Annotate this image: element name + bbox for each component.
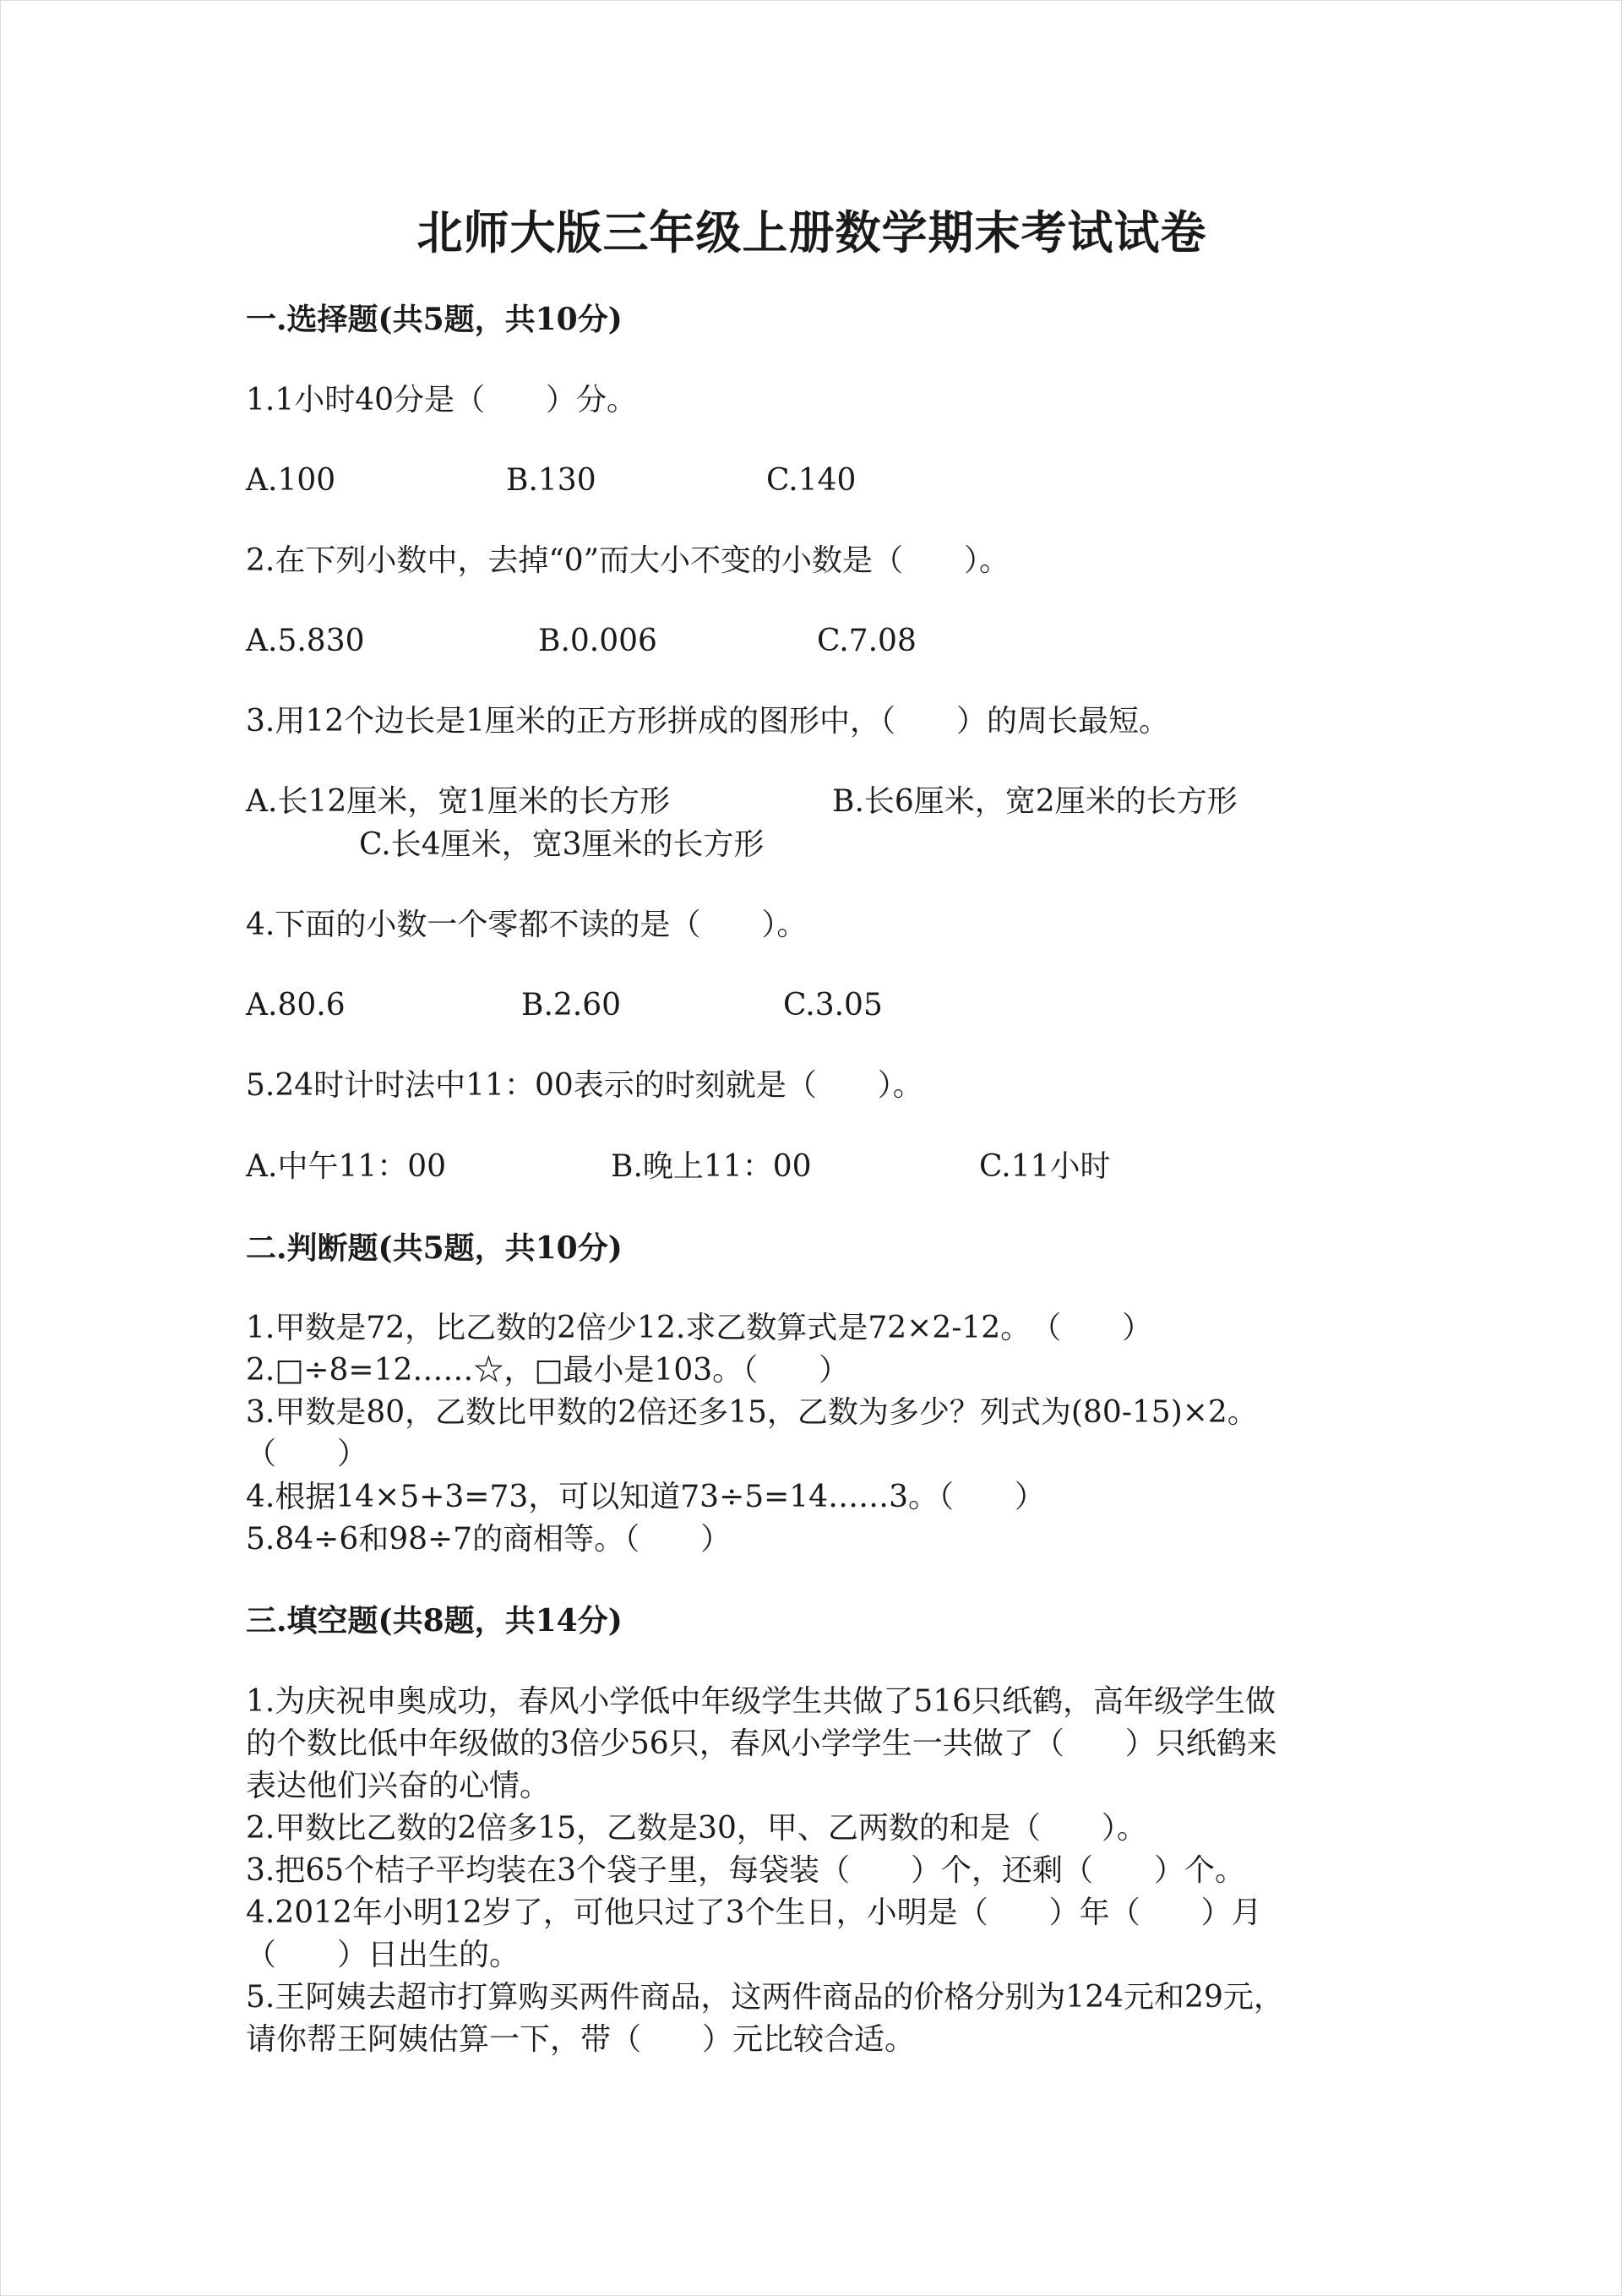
judgment-line: 2.□÷8=12……☆，□最小是103。（ ）	[246, 1353, 850, 1388]
question-text: 3.用12个边长是1厘米的正方形拼成的图形中，（ ）的周长最短。	[246, 704, 1170, 739]
section-title-choice: 一.选择题(共5题，共10分)	[246, 302, 623, 337]
option-a: A.80.6	[246, 988, 346, 1023]
fill-line: 请你帮王阿姨估算一下，带（ ）元比较合适。	[246, 2022, 916, 2057]
section-title-judgment: 二.判断题(共5题，共10分)	[246, 1230, 623, 1266]
option-b: B.0.006	[538, 624, 657, 658]
page-title: 北师大版三年级上册数学期末考试试卷	[416, 205, 1207, 259]
fill-line: 表达他们兴奋的心情。	[246, 1769, 551, 1803]
fill-line: 5.王阿姨去超市打算购买两件商品，这两件商品的价格分别为124元和29元，	[246, 1980, 1284, 2015]
judgment-line: 4.根据14×5+3=73，可以知道73÷5=14……3。（ ）	[246, 1480, 1046, 1514]
question-text: 2.在下列小数中，去掉“0”而大小不变的小数是（ ）。	[246, 543, 1010, 578]
question-text: 1.1小时40分是（ ）分。	[246, 383, 638, 417]
question-text: 5.24时计时法中11：00表示的时刻就是（ ）。	[246, 1068, 923, 1103]
fill-line: （ ）日出生的。	[246, 1938, 520, 1972]
option-a: A.中午11：00	[246, 1149, 447, 1184]
option-c: C.3.05	[783, 988, 883, 1023]
question-text: 4.下面的小数一个零都不读的是（ ）。	[246, 908, 808, 942]
option-a: A.100	[246, 463, 336, 498]
option-c: C.11小时	[979, 1149, 1111, 1184]
fill-line: 4.2012年小明12岁了，可他只过了3个生日，小明是（ ）年（ ）月	[246, 1895, 1262, 1930]
option-a: A.长12厘米，宽1厘米的长方形	[246, 784, 671, 819]
option-b: B.长6厘米，宽2厘米的长方形	[832, 784, 1238, 819]
fill-line: 1.为庆祝申奥成功，春风小学低中年级学生共做了516只纸鹤，高年级学生做	[246, 1684, 1276, 1719]
option-c: C.长4厘米，宽3厘米的长方形	[359, 827, 765, 862]
option-c: C.7.08	[817, 624, 917, 658]
option-b: B.晚上11：00	[611, 1149, 812, 1184]
option-c: C.140	[766, 463, 857, 498]
fill-line: 3.把65个桔子平均装在3个袋子里，每袋装（ ）个，还剩（ ）个。	[246, 1853, 1246, 1888]
judgment-line: 3.甲数是80，乙数比甲数的2倍还多15，乙数为多少？列式为(80-15)×2。	[246, 1395, 1258, 1430]
option-b: B.130	[506, 463, 596, 498]
fill-line: 2.甲数比乙数的2倍多15，乙数是30，甲、乙两数的和是（ ）。	[246, 1811, 1147, 1846]
section-title-fill: 三.填空题(共8题，共14分)	[246, 1603, 623, 1639]
fill-line: 的个数比低中年级做的3倍少56只，春风小学学生一共做了（ ）只纸鹤来	[246, 1726, 1277, 1761]
judgment-line: 1.甲数是72，比乙数的2倍少12.求乙数算式是72×2-12。 （ ）	[246, 1311, 1153, 1345]
option-a: A.5.830	[246, 624, 365, 658]
judgment-line: （ ）	[246, 1437, 368, 1471]
option-b: B.2.60	[521, 988, 622, 1023]
judgment-line: 5.84÷6和98÷7的商相等。（ ）	[246, 1522, 732, 1557]
